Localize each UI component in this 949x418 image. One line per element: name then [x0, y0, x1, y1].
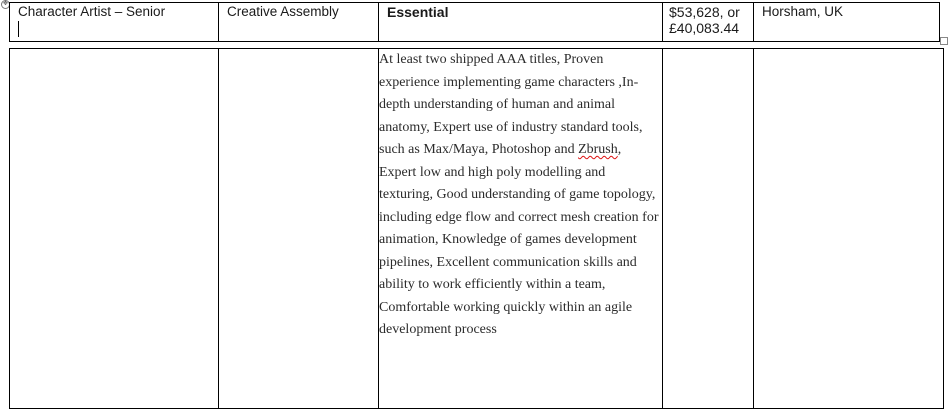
text-cursor: [18, 21, 19, 37]
empty-cell[interactable]: [10, 49, 219, 409]
job-title: Character Artist – Senior: [18, 4, 166, 19]
company-cell[interactable]: [219, 3, 379, 42]
requirements-table: [9, 48, 944, 409]
table-row: [10, 3, 940, 42]
empty-cell[interactable]: [219, 49, 379, 409]
location-cell[interactable]: [754, 3, 940, 42]
job-title-cell[interactable]: [10, 3, 219, 42]
table-resize-handle-icon[interactable]: [940, 37, 948, 45]
requirements-text-continued: , Expert low and high poly modelling and texturing, Good understanding of game topology, including edge flow and correct mesh creation for animation, Knowledge of games development pipelines, Excellent communication skills and ability to work efficiently within a team, Comfortable working quickly within an agile development process: [379, 142, 659, 337]
category-cell[interactable]: [379, 3, 663, 42]
table-row: [10, 49, 944, 409]
spellcheck-word: Zbrush: [578, 142, 618, 157]
empty-cell[interactable]: [754, 49, 944, 409]
table-move-handle-icon[interactable]: ✥: [2, 1, 9, 7]
company-name: Creative Assembly: [227, 4, 339, 19]
empty-cell[interactable]: [663, 49, 754, 409]
category-label: Essential: [387, 4, 449, 20]
requirements-cell[interactable]: [379, 49, 663, 409]
salary-gbp: £40,083.44: [669, 20, 740, 36]
requirements-text: At least two shipped AAA titles, Proven experience implementing game characters ,In-depth understanding of human and animal anatomy, Expert use of industry standard tools, such as Max/Maya, Photoshop and: [379, 52, 643, 157]
salary-cell[interactable]: [663, 3, 754, 42]
job-header-table: [9, 2, 940, 42]
salary-usd: $53,628, or: [669, 4, 740, 20]
location: Horsham, UK: [762, 4, 844, 19]
